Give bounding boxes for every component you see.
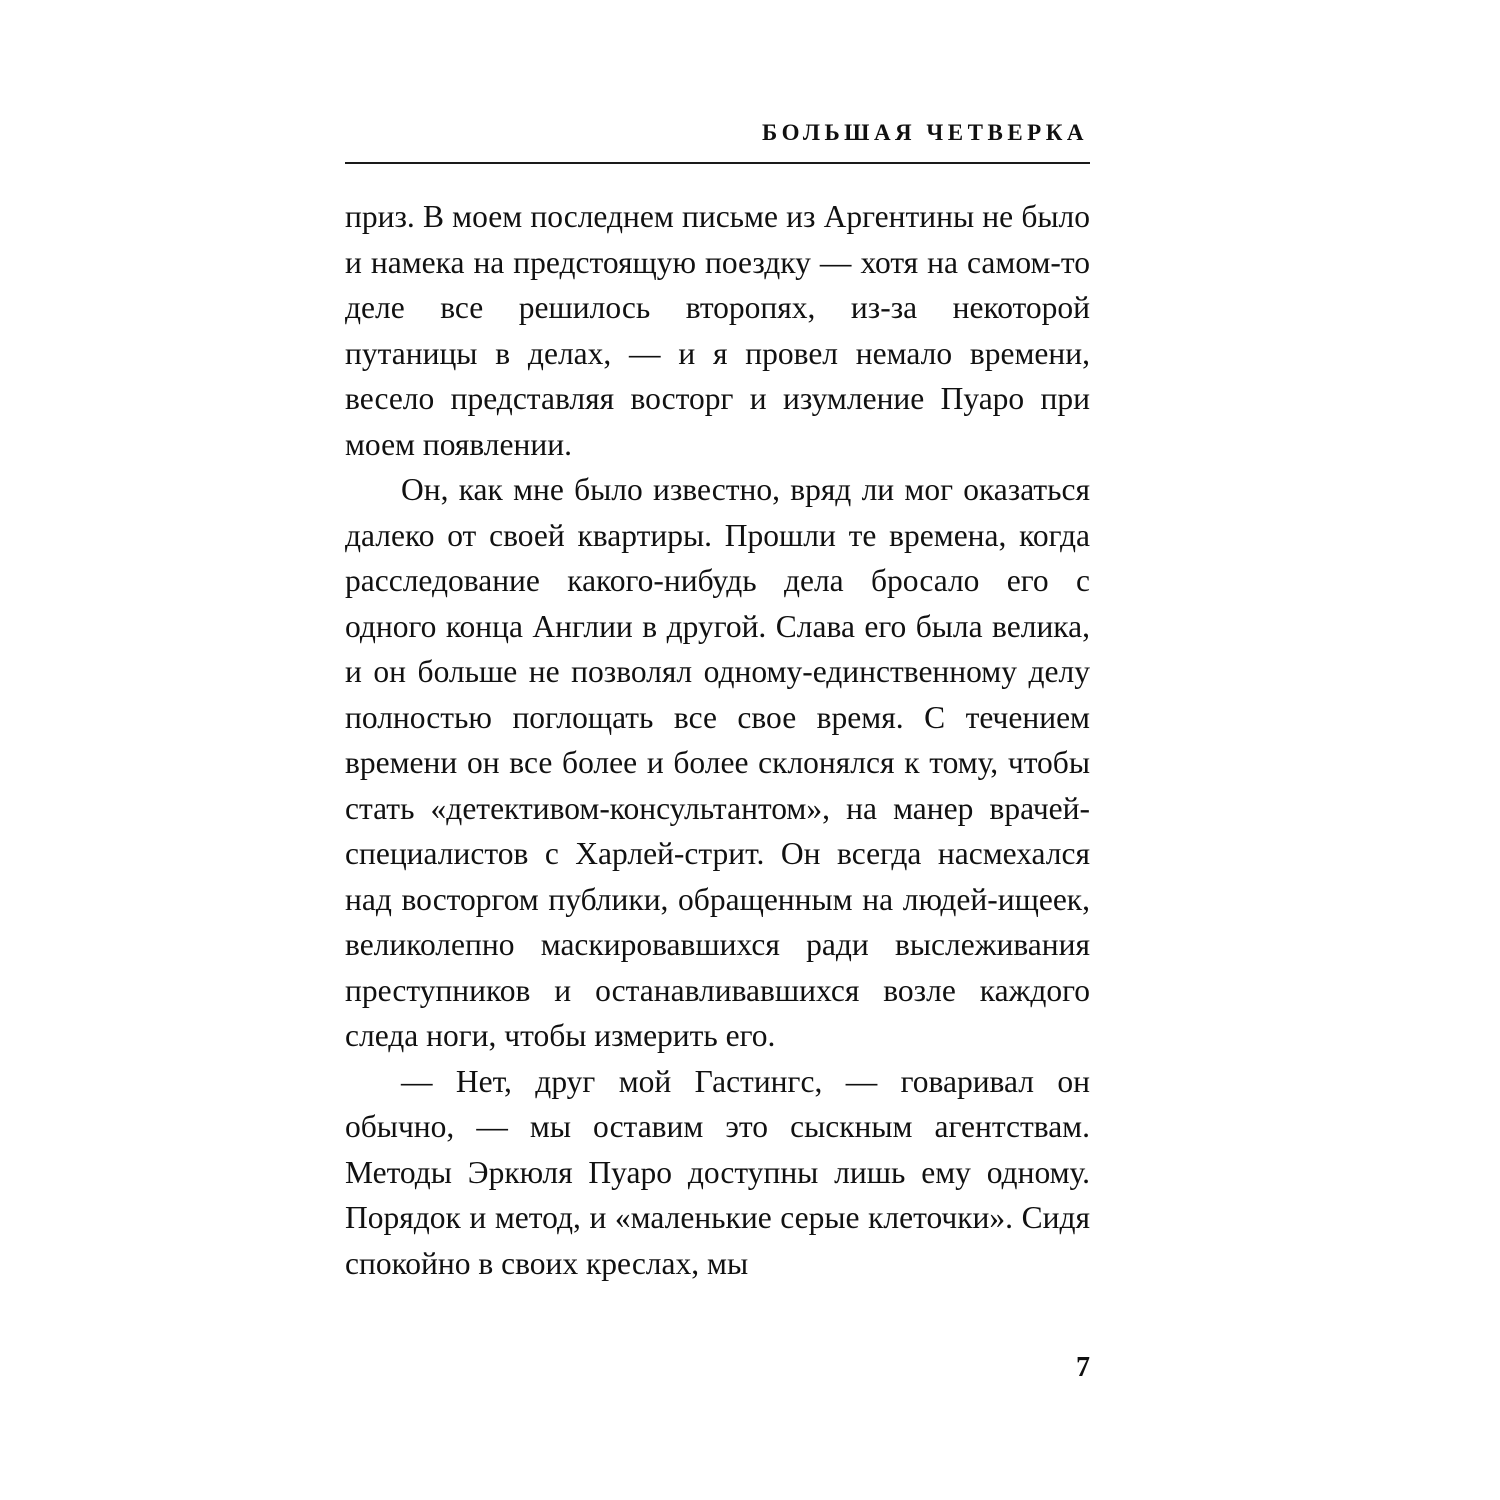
paragraph-1: приз. В моем последнем письме из Аргентины не было и намека на предстоящую поездку — хотя на самом-то деле все решилось второпях, из-за некоторой путаницы в делах, — и я провел немало времени, весело представляя восторг и изумление Пуаро при моем появлении. — [345, 199, 1090, 462]
body-text — [345, 194, 1090, 1286]
page-number: 7 — [1076, 1352, 1090, 1383]
header-divider — [345, 162, 1090, 164]
paragraph-2: Он, как мне было известно, вряд ли мог оказаться далеко от своей квартиры. Прошли те времена, когда расследование какого-нибудь дела бросало его с одного конца Англии в другой. Слава его была велика, и он больше не позволял одному-единственному делу полностью поглощать все свое время. С течением времени он все более и более склонялся к тому, чтобы стать «детективом-консультантом», на манер врачей-специалистов с Харлей-стрит. Он всегда насмехался над восторгом публики, обращенным на людей-ищеек, великолепно маскировавшихся ради выслеживания преступников и останавливавшихся возле каждого следа ноги, чтобы измерить его. — [345, 472, 1090, 1053]
running-head: БОЛЬШАЯ ЧЕТВЕРКА — [762, 120, 1088, 145]
paragraph-3: — Нет, друг мой Гастингс, — говаривал он обычно, — мы оставим это сыскным агентствам. Методы Эркюля Пуаро доступны лишь ему одному. Порядок и метод, и «маленькие серые клеточки». Сидя спокойно в своих креслах, мы — [345, 1063, 1090, 1281]
page-content — [345, 120, 1090, 1286]
